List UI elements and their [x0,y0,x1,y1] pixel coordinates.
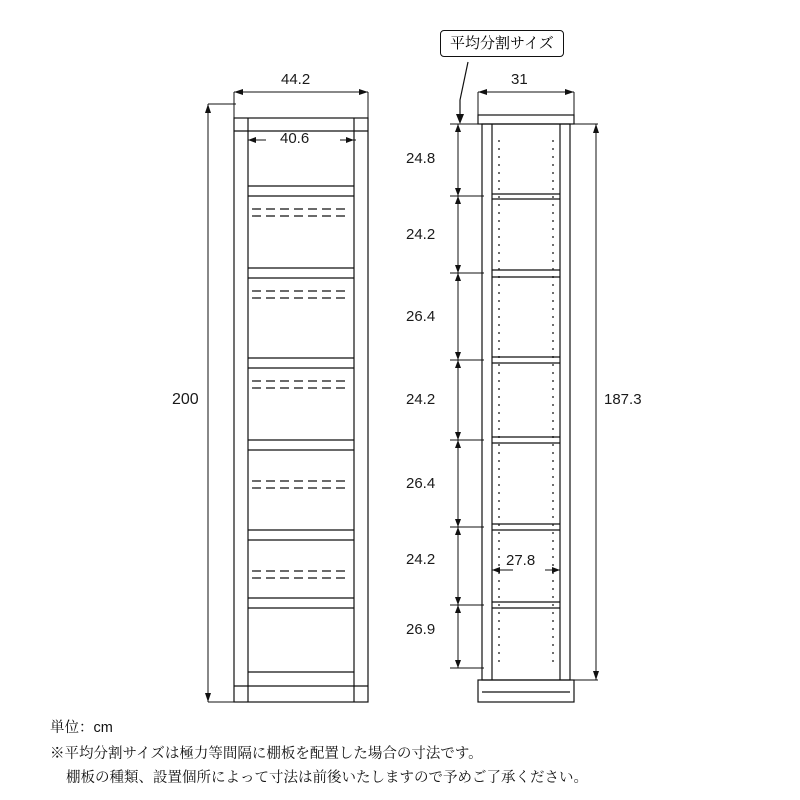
shelf-gap-label-1: 24.8 [406,150,436,167]
side-inner-height-label: 187.3 [604,391,642,408]
shelf-gap-label-6: 24.2 [406,551,436,568]
front-outer-width-label: 44.2 [281,71,311,88]
disclaimer-line-1: ※平均分割サイズは極力等間隔に棚板を配置した場合の寸法です。 [50,746,483,762]
average-split-size-callout: 平均分割サイズ [440,30,564,57]
shelf-gap-label-2: 24.2 [406,226,436,243]
shelf-gap-label-4: 24.2 [406,391,436,408]
front-total-height-label: 200 [172,391,199,408]
shelf-gap-label-5: 26.4 [406,475,436,492]
unit-note: 単位：cm [50,720,113,736]
disclaimer-line-2: 棚板の種類、設置個所によって寸法は前後いたしますので予めご了承ください。 [66,770,588,786]
shelf-gap-label-7: 26.9 [406,621,436,638]
shelf-gap-label-3: 26.4 [406,308,436,325]
front-inner-width-label: 40.6 [280,130,310,147]
side-depth-label: 31 [511,71,528,88]
side-inner-depth-label: 27.8 [506,552,536,569]
